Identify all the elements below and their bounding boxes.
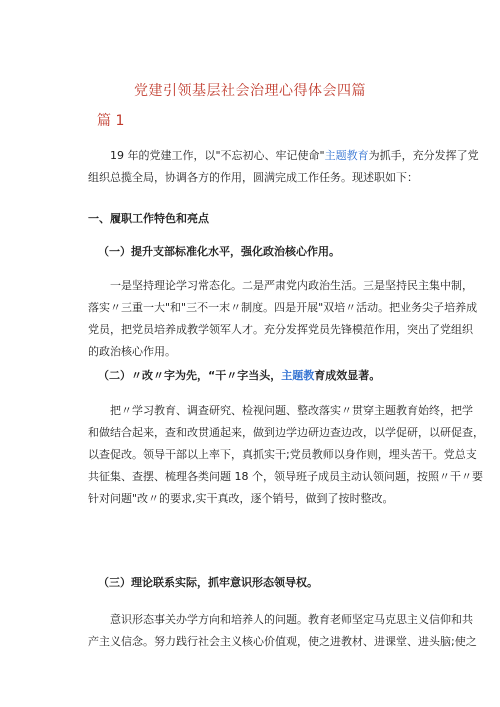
text-line: 以查促改。领导干部以上率下，真抓实干;党员教师以身作则，埋头苦干。党总支 xyxy=(88,448,477,461)
text-span: 19 年的党建工作，以"不忘初心、牢记使命" xyxy=(110,149,325,162)
text-span: （二）〃改〃字为先，“干〃字当头， xyxy=(98,369,282,382)
document-title: 党建引领基层社会治理心得体会四篇 xyxy=(134,83,366,99)
text-span: 为抓手，充分发挥了党 xyxy=(368,149,479,162)
paragraph xyxy=(88,609,477,653)
section-heading: 一、履职工作特色和亮点 xyxy=(88,212,209,225)
section-label: 篇 1 xyxy=(97,113,125,129)
text-line: 针对问题"改〃的要求,实干真改，逐个销号，做到了按时整改。 xyxy=(88,492,394,505)
text-line: 共征集、查摆、梳理各类问题 18 个，领导班子成员主动认领问题，按照〃干〃要 xyxy=(88,470,483,483)
text-line: 把〃学习教育、调查研究、检视问题、整改落实〃贯穿主题教育始终，把学 xyxy=(110,404,473,417)
text-span: 育成效显著。 xyxy=(314,369,381,382)
text-line: 落实〃三重一大"和"三不一末〃制度。四是开展"双培〃活动。把业务尖子培养成 xyxy=(88,301,478,314)
paragraph xyxy=(88,400,484,510)
text-line: 党员，把党员培养成教学领军人才。充分发挥党员先锋模范作用，突出了党组织 xyxy=(88,323,473,336)
paragraph xyxy=(88,275,478,363)
text-line: 组织总揽全局，协调各方的作用，圆满完成工作任务。现述职如下： xyxy=(88,171,418,184)
text-line: 产主义信念。努力践行社会主义核心价值观，使之进教材、进课堂、进头脑;使之 xyxy=(88,635,477,648)
text-line: 的政治核心作用。 xyxy=(88,345,176,358)
highlight-link[interactable]: 主题教 xyxy=(281,369,315,382)
subsection-heading: （一）提升支部标准化水平，强化政治核心作用。 xyxy=(98,245,340,258)
text-line: 和做结合起来，查和改贯通起来，做到边学边研边查边改，以学促研，以研促查， xyxy=(88,426,484,439)
text-line: 一是坚持理论学习常态化。二是严肃党内政治生活。三是坚持民主集中制， xyxy=(110,279,473,292)
intro-paragraph xyxy=(88,145,479,189)
subsection-heading xyxy=(88,365,423,387)
text-line xyxy=(88,145,479,167)
highlight-link[interactable]: 主题教育 xyxy=(324,149,369,162)
text-line: 意识形态事关办学方向和培养人的问题。教育老师坚定马克思主义信仰和共 xyxy=(110,613,473,626)
subsection-heading: （三）理论联系实际，抓牢意识形态领导权。 xyxy=(98,576,318,589)
